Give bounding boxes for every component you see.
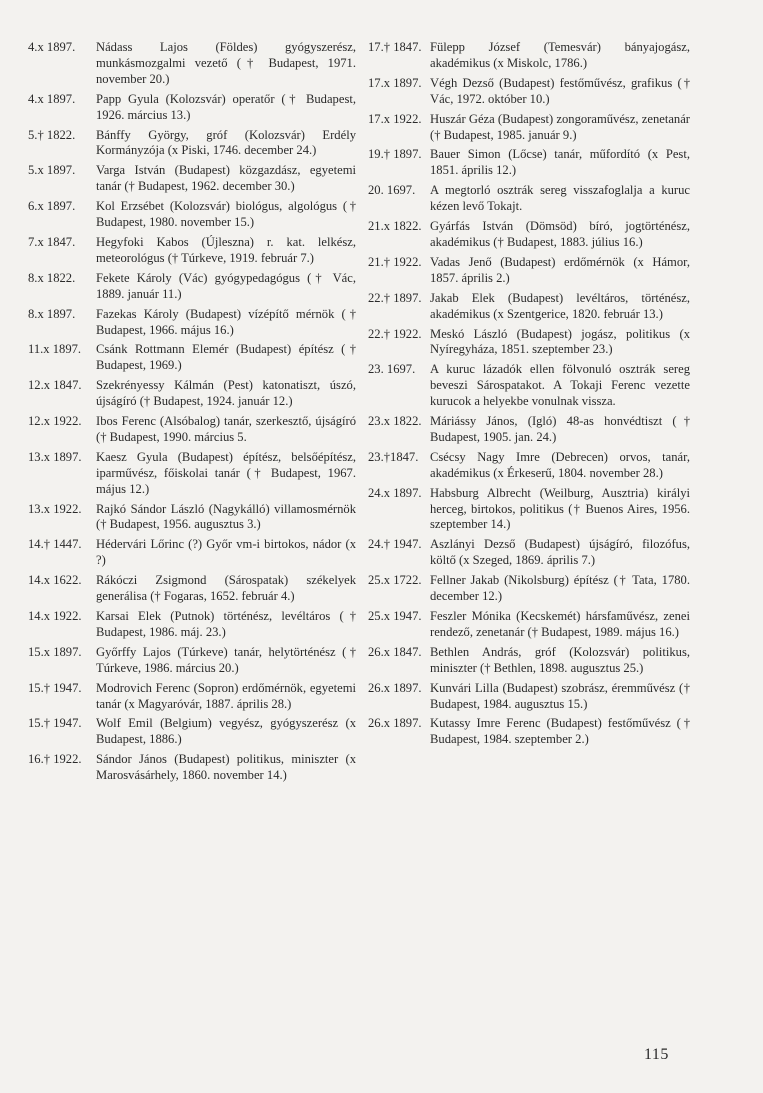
entry-date: 23. 1697. <box>368 362 416 377</box>
entry-date: 14.x 1622. <box>28 573 82 588</box>
entry-text: Sándor János (Budapest) politikus, miniszter (x Marosvásárhely, 1860. november 14.) <box>96 752 356 783</box>
entry-text: Wolf Emil (Belgium) vegyész, gyógyszerész (x Budapest, 1886.) <box>96 716 356 747</box>
list-item <box>368 450 690 482</box>
entry-text: Ibos Ferenc (Alsóbalog) tanár, szerkesztő, újságíró († Budapest, 1990. március 5. <box>96 414 356 444</box>
list-item <box>28 537 356 569</box>
entry-text: Csánk Rottmann Elemér (Budapest) építész († Budapest, 1969.) <box>96 342 356 373</box>
entry-date: 26.x 1897. <box>368 680 422 695</box>
entry-date: 25.x 1947. <box>368 609 422 623</box>
entry-text: A megtorló osztrák sereg visszafoglalja a kuruc kézen levő Tokajt. <box>430 183 690 214</box>
entry-text: Jakab Elek (Budapest) levéltáros, történész, akadémikus (x Szentgerice, 1820. február 13.) <box>430 290 690 321</box>
entry-date: 13.x 1922. <box>28 501 82 516</box>
entry-date: 15.x 1897. <box>28 644 82 659</box>
list-item <box>368 112 690 144</box>
entry-date: 19.† 1897. <box>368 147 422 162</box>
entry-date: 11.x 1897. <box>28 342 82 357</box>
entry-text: Nádass Lajos (Földes) gyógyszerész, munkásmozgalmi vezető († Budapest, 1971. november 20.) <box>96 40 356 86</box>
page-number: 115 <box>644 1046 669 1063</box>
entry-text: Hegyfoki Kabos (Újleszna) r. kat. lelkész, meteorológus († Túrkeve, 1919. február 7.) <box>96 234 356 265</box>
entry-text: Feszler Mónika (Kecskemét) hársfaművész, zenei rendező, zenetanár († Budapest, 1989. május 16.) <box>430 609 690 639</box>
entry-text: Modrovich Ferenc (Sopron) erdőmérnök, egyetemi tanár (x Magyaróvár, 1887. április 28.) <box>96 680 356 711</box>
entry-date: 25.x 1722. <box>368 573 422 588</box>
entry-text: Fülepp József (Temesvár) bányajogász, akadémikus (x Miskolc, 1786.) <box>430 40 690 70</box>
list-item <box>368 327 690 359</box>
entry-text: Bauer Simon (Lőcse) tanár, műfordító (x Pest, 1851. április 12.) <box>430 147 690 178</box>
list-item <box>368 609 690 641</box>
list-item <box>28 502 356 534</box>
entry-date: 21.† 1922. <box>368 254 422 269</box>
list-item <box>368 183 690 215</box>
entry-date: 16.† 1922. <box>28 752 82 767</box>
entry-date: 21.x 1822. <box>368 219 422 234</box>
entry-text: Fekete Károly (Vác) gyógypedagógus († Vác, 1889. január 11.) <box>96 270 356 301</box>
list-item <box>28 40 356 88</box>
entry-text: Máriássy János, (Igló) 48-as honvédtiszt († Budapest, 1905. jan. 24.) <box>430 414 690 444</box>
entry-text: Kunvári Lilla (Budapest) szobrász, éremművész († Budapest, 1984. augusztus 15.) <box>430 680 690 711</box>
list-item <box>28 573 356 605</box>
list-item <box>28 92 356 124</box>
entry-date: 14.† 1447. <box>28 537 82 552</box>
entry-text: Huszár Géza (Budapest) zongoraművész, zenetanár († Budapest, 1985. január 9.) <box>430 111 690 142</box>
entry-text: Bethlen András, gróf (Kolozsvár) politikus, miniszter († Bethlen, 1898. augusztus 25.) <box>430 644 690 675</box>
entry-text: Karsai Elek (Putnok) történész, levéltáros († Budapest, 1986. máj. 23.) <box>96 609 356 639</box>
entry-text: Aszlányi Dezső (Budapest) újságíró, filozófus, költő (x Szeged, 1869. április 7.) <box>430 537 690 568</box>
entry-date: 22.† 1897. <box>368 290 422 305</box>
list-item <box>368 645 690 677</box>
entry-date: 15.† 1947. <box>28 716 82 731</box>
entry-text: A kuruc lázadók ellen fölvonuló osztrák sereg beveszi Sárospatakot. A Tokaji Ferenc vezette kurucok a helyekbe vonulnak vissza. <box>430 362 690 409</box>
entry-date: 23.†1847. <box>368 449 419 464</box>
entry-date: 26.x 1847. <box>368 644 422 659</box>
entry-text: Meskó László (Budapest) jogász, politikus (x Nyíregyháza, 1851. szeptember 23.) <box>430 326 690 357</box>
list-item <box>368 681 690 713</box>
entry-date: 15.† 1947. <box>28 680 82 695</box>
list-item <box>368 255 690 287</box>
list-item <box>368 537 690 569</box>
list-item <box>368 147 690 179</box>
entry-date: 23.x 1822. <box>368 414 422 429</box>
list-item <box>368 219 690 251</box>
list-item <box>368 414 690 446</box>
entry-text: Hédervári Lőrinc (?) Győr vm-i birtokos, nádor (x ?) <box>96 537 356 568</box>
list-item <box>28 235 356 267</box>
entry-date: 12.x 1922. <box>28 414 82 429</box>
list-item <box>368 486 690 534</box>
entry-text: Végh Dezső (Budapest) festőművész, grafikus († Vác, 1972. október 10.) <box>430 75 690 106</box>
entry-date: 5.† 1822. <box>28 127 76 142</box>
entry-date: 26.x 1897. <box>368 716 422 731</box>
list-item <box>28 307 356 339</box>
list-item <box>368 40 690 72</box>
entry-date: 4.x 1897. <box>28 91 76 106</box>
entry-text: Gyárfás István (Dömsöd) bíró, jogtörténész, akadémikus († Budapest, 1883. július 16.) <box>430 219 690 249</box>
entry-text: Bánffy György, gróf (Kolozsvár) Erdély Kormányzója (x Piski, 1746. december 24.) <box>96 127 356 158</box>
entry-date: 5.x 1897. <box>28 163 76 178</box>
left-column <box>28 40 356 788</box>
list-item <box>28 414 356 446</box>
entry-text: Kaesz Gyula (Budapest) építész, belsőépítész, iparművész, főiskolai tanár († Budapest, 1967. május 12.) <box>96 449 356 496</box>
entry-text: Győrffy Lajos (Túrkeve) tanár, helytörténész († Túrkeve, 1986. március 20.) <box>96 644 356 675</box>
entry-date: 8.x 1897. <box>28 306 76 321</box>
entry-text: Papp Gyula (Kolozsvár) operatőr († Budapest, 1926. március 13.) <box>96 91 356 122</box>
entry-date: 7.x 1847. <box>28 234 76 249</box>
entry-date: 6.x 1897. <box>28 199 76 214</box>
entry-date: 17.x 1897. <box>368 75 422 90</box>
list-item <box>28 716 356 748</box>
list-item <box>28 271 356 303</box>
list-item <box>28 199 356 231</box>
entry-text: Kutassy Imre Ferenc (Budapest) festőművész († Budapest, 1984. szeptember 2.) <box>430 716 690 747</box>
entry-date: 8.x 1822. <box>28 270 76 285</box>
entry-text: Fellner Jakab (Nikolsburg) építész († Tata, 1780. december 12.) <box>430 573 690 604</box>
entry-date: 4.x 1897. <box>28 40 76 54</box>
entry-text: Szekrényessy Kálmán (Pest) katonatiszt, úszó, újságíró († Budapest, 1924. január 12.) <box>96 378 356 409</box>
list-item <box>368 716 690 748</box>
list-item <box>368 573 690 605</box>
list-item <box>28 342 356 374</box>
entry-date: 13.x 1897. <box>28 449 82 464</box>
entry-date: 20. 1697. <box>368 183 416 198</box>
list-item <box>28 681 356 713</box>
entry-text: Fazekas Károly (Budapest) vízépítő mérnök († Budapest, 1966. május 16.) <box>96 306 356 337</box>
entry-date: 17.x 1922. <box>368 111 422 126</box>
entry-text: Rákóczi Zsigmond (Sárospatak) székelyek generálisa († Fogaras, 1652. február 4.) <box>96 573 356 604</box>
list-item <box>28 609 356 641</box>
entry-text: Kol Erzsébet (Kolozsvár) biológus, algológus († Budapest, 1980. november 15.) <box>96 199 356 230</box>
list-item <box>28 378 356 410</box>
list-item <box>28 645 356 677</box>
list-item <box>368 76 690 108</box>
entry-date: 24.† 1947. <box>368 537 422 552</box>
entry-text: Varga István (Budapest) közgazdász, egyetemi tanár († Budapest, 1962. december 30.) <box>96 163 356 194</box>
list-item <box>28 450 356 498</box>
entry-date: 17.† 1847. <box>368 40 422 54</box>
list-item <box>28 128 356 160</box>
list-item <box>368 291 690 323</box>
entry-date: 22.† 1922. <box>368 326 422 341</box>
entry-text: Rajkó Sándor László (Nagykálló) villamosmérnök († Budapest, 1956. augusztus 3.) <box>96 501 356 532</box>
entry-text: Habsburg Albrecht (Weilburg, Ausztria) királyi herceg, birtokos, politikus († Buenos Aires, 1956. szeptember 14.) <box>430 485 690 532</box>
list-item <box>368 362 690 410</box>
entry-date: 12.x 1847. <box>28 378 82 393</box>
list-item <box>28 752 356 784</box>
list-item <box>28 163 356 195</box>
entry-date: 14.x 1922. <box>28 609 82 623</box>
entry-text: Vadas Jenő (Budapest) erdőmérnök (x Hámor, 1857. április 2.) <box>430 254 690 285</box>
entry-date: 24.x 1897. <box>368 485 422 500</box>
right-column <box>368 40 690 752</box>
entry-text: Csécsy Nagy Imre (Debrecen) orvos, tanár, akadémikus (x Érkeserű, 1804. november 28.) <box>430 449 690 480</box>
